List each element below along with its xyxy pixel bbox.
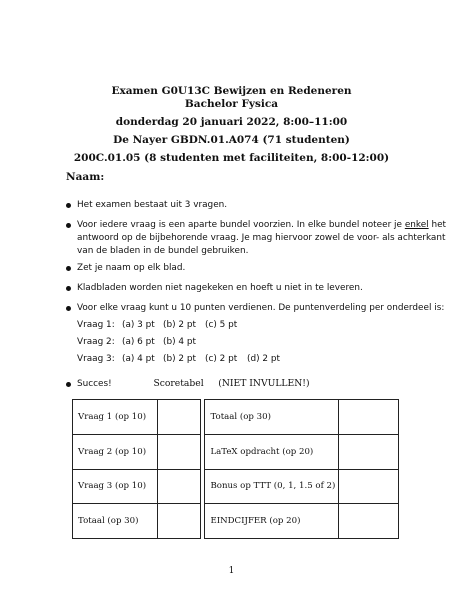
table-row [73,504,399,539]
score-cell[interactable] [338,469,398,504]
score-label: Vraag 3 (op 10) [73,469,158,504]
score-cell[interactable] [338,504,398,539]
points-label: Vraag 1: [77,320,115,330]
score-label: Vraag 2 (op 10) [73,434,158,469]
program-name: Bachelor Fysica [184,98,279,110]
score-label: Vraag 1 (op 10) [73,400,158,435]
bullet-text: Voor iedere vraag is een aparte bundel voorzien. In elke bundel noteer je enkel het [77,220,447,230]
bullet-text: Het examen bestaat uit 3 vragen. [77,200,228,210]
points-part: (a) 6 pt [122,337,155,347]
exam-location-2: 200C.01.05 (8 studenten met faciliteiten, 8:00-12:00) [73,152,390,164]
score-table [72,399,399,539]
scoretable-title: Scoretabel (NIET INVULLEN!) [153,378,310,389]
score-label: EINDCIJFER (op 20) [205,504,338,539]
points-label: Vraag 3: [77,354,115,364]
table-row [73,434,399,469]
points-part: (c) 2 pt [205,354,238,364]
bullet-text: antwoord op de bijbehorende vraag. Je mag hiervoor zowel de voor- als achterkant [77,233,446,243]
bullet-icon [66,266,71,271]
name-label: Naam: [66,171,105,183]
bullet-text: Zet je naam op elk blad. [77,263,186,273]
bullet-text: Succes! [77,379,112,389]
bullet-icon [66,286,71,291]
points-part: (a) 4 pt [122,354,155,364]
points-part: (c) 5 pt [205,320,238,330]
score-label: Totaal (op 30) [205,400,338,435]
score-cell[interactable] [157,400,201,435]
score-cell[interactable] [157,469,201,504]
points-part: (b) 2 pt [163,354,196,364]
score-label: LaTeX opdracht (op 20) [205,434,338,469]
bullet-text: Voor elke vraag kunt u 10 punten verdienen. De puntenverdeling per onderdeel is: [77,303,445,313]
points-label: Vraag 2: [77,337,115,347]
underlined-word: enkel [404,220,429,230]
score-cell[interactable] [157,434,201,469]
score-label: Bonus op TTT (0, 1, 1.5 of 2) [205,469,338,504]
score-cell[interactable] [338,400,398,435]
exam-date: donderdag 20 januari 2022, 8:00–11:00 [115,116,348,128]
points-part: (a) 3 pt [122,320,155,330]
bullet-text: van de bladen in de bundel gebruiken. [77,246,249,256]
table-row [73,469,399,504]
table-row [73,400,399,435]
score-label: Totaal (op 30) [73,504,158,539]
points-part: (b) 4 pt [163,337,196,347]
points-part: (b) 2 pt [163,320,196,330]
bullet-icon [66,203,71,208]
exam-title: Examen G0U13C Bewijzen en Redeneren [111,85,352,97]
points-part: (d) 2 pt [247,354,280,364]
score-cell[interactable] [338,434,398,469]
bullet-icon [66,223,71,228]
score-cell[interactable] [157,504,201,539]
exam-location-1: De Nayer GBDN.01.A074 (71 studenten) [113,134,350,146]
bullet-text: Kladbladen worden niet nagekeken en hoeft u niet in te leveren. [77,283,363,293]
bullet-icon [66,306,71,311]
page-number: 1 [228,566,235,576]
